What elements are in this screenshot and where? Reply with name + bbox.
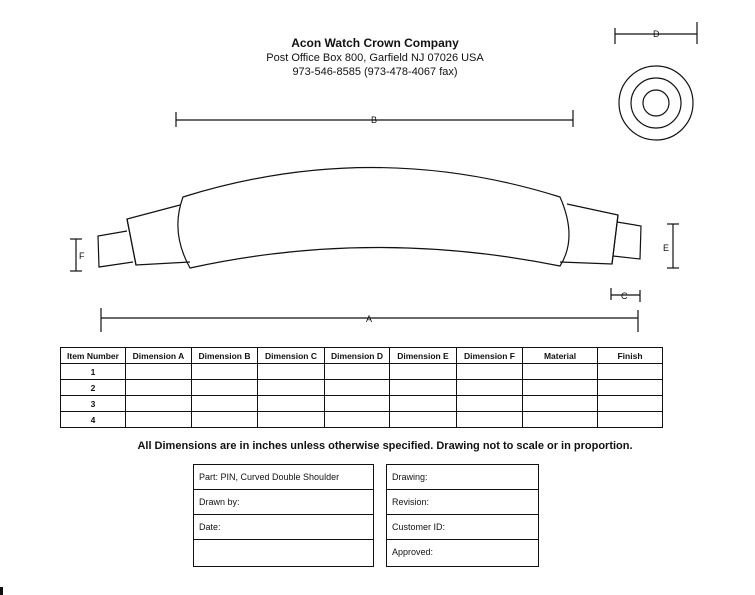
header-dimension-d: Dimension D xyxy=(325,348,390,364)
empty-cell[interactable] xyxy=(325,412,390,428)
header-dimension-f: Dimension F xyxy=(457,348,523,364)
dim-e-label: E xyxy=(663,243,670,253)
item-number-cell: 3 xyxy=(61,396,126,412)
company-phone: 973-546-8585 (973-478-4067 fax) xyxy=(292,66,458,78)
date-field[interactable]: Date: xyxy=(194,515,373,540)
empty-cell[interactable] xyxy=(390,364,457,380)
empty-cell[interactable] xyxy=(126,396,192,412)
empty-cell[interactable] xyxy=(126,412,192,428)
empty-cell[interactable] xyxy=(126,364,192,380)
table-row xyxy=(61,364,663,380)
empty-cell[interactable] xyxy=(258,396,325,412)
empty-cell[interactable] xyxy=(390,380,457,396)
blank-field[interactable] xyxy=(194,540,373,565)
title-block-right xyxy=(386,464,539,567)
item-number-cell: 2 xyxy=(61,380,126,396)
part-field[interactable]: Part: PIN, Curved Double Shoulder xyxy=(194,465,373,490)
empty-cell[interactable] xyxy=(126,380,192,396)
header-dimension-a: Dimension A xyxy=(126,348,192,364)
empty-cell[interactable] xyxy=(192,412,258,428)
header-material: Material xyxy=(523,348,598,364)
empty-cell[interactable] xyxy=(523,380,598,396)
empty-cell[interactable] xyxy=(258,364,325,380)
dim-a-label: A xyxy=(366,314,373,324)
right-tip xyxy=(613,222,641,259)
empty-cell[interactable] xyxy=(192,380,258,396)
empty-cell[interactable] xyxy=(523,412,598,428)
empty-cell[interactable] xyxy=(192,396,258,412)
empty-cell[interactable] xyxy=(325,396,390,412)
table-row xyxy=(61,412,663,428)
end-view-inner-circle xyxy=(643,90,669,116)
header-dimension-c: Dimension C xyxy=(258,348,325,364)
empty-cell[interactable] xyxy=(457,412,523,428)
revision-field[interactable]: Revision: xyxy=(387,490,538,515)
table-header-row xyxy=(61,348,663,364)
left-shoulder-edge xyxy=(127,219,136,265)
dimensions-table xyxy=(60,347,663,428)
end-view-outer-circle xyxy=(619,66,693,140)
table-row xyxy=(61,396,663,412)
approved-field[interactable]: Approved: xyxy=(392,547,434,557)
empty-cell[interactable] xyxy=(457,380,523,396)
empty-cell[interactable] xyxy=(192,364,258,380)
item-number-cell: 4 xyxy=(61,412,126,428)
empty-cell[interactable] xyxy=(523,396,598,412)
customer-id-field[interactable]: Customer ID: xyxy=(387,515,538,540)
empty-cell[interactable] xyxy=(598,380,663,396)
empty-cell[interactable] xyxy=(325,380,390,396)
empty-cell[interactable] xyxy=(390,396,457,412)
units-note: All Dimensions are in inches unless otherwise specified. Drawing not to scale or in proportion. xyxy=(137,440,633,452)
table-row xyxy=(61,380,663,396)
drawing-field[interactable]: Drawing: xyxy=(387,465,538,490)
empty-cell[interactable] xyxy=(457,396,523,412)
header-finish: Finish xyxy=(598,348,663,364)
title-block-left xyxy=(193,464,374,567)
left-tip xyxy=(98,231,133,267)
empty-cell[interactable] xyxy=(598,364,663,380)
empty-cell[interactable] xyxy=(258,380,325,396)
empty-cell[interactable] xyxy=(390,412,457,428)
item-number-cell: 1 xyxy=(61,364,126,380)
company-name: Acon Watch Crown Company xyxy=(291,36,459,50)
header-dimension-b: Dimension B xyxy=(192,348,258,364)
end-view-middle-circle xyxy=(631,78,681,128)
drawn-by-field[interactable]: Drawn by: xyxy=(194,490,373,515)
empty-cell[interactable] xyxy=(598,412,663,428)
dim-c-label: C xyxy=(621,291,628,301)
dim-f-label: F xyxy=(79,251,85,261)
empty-cell[interactable] xyxy=(325,364,390,380)
header-item-number: Item Number xyxy=(61,348,126,364)
dim-b-label: B xyxy=(371,115,378,125)
scan-edge-mark xyxy=(0,587,3,595)
empty-cell[interactable] xyxy=(258,412,325,428)
left-shoulder xyxy=(127,205,190,265)
empty-cell[interactable] xyxy=(523,364,598,380)
empty-cell[interactable] xyxy=(598,396,663,412)
pin-middle-body xyxy=(178,168,569,269)
company-address: Post Office Box 800, Garfield NJ 07026 USA xyxy=(266,52,484,64)
dim-d-label: D xyxy=(653,29,660,39)
header-dimension-e: Dimension E xyxy=(390,348,457,364)
empty-cell[interactable] xyxy=(457,364,523,380)
